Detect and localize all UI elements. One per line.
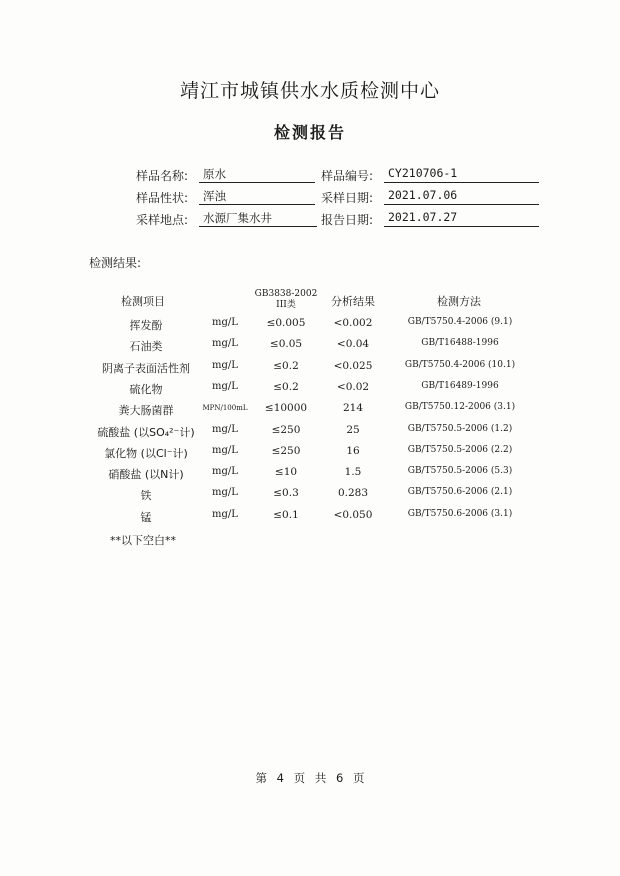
cell-item: 粪大肠菌群 bbox=[118, 404, 174, 417]
cell-limit: ≤0.05 bbox=[269, 338, 303, 350]
organization-title: 靖江市城镇供水水质检测中心 bbox=[179, 80, 440, 102]
sampling-location-label: 采样地点: bbox=[136, 213, 189, 227]
cell-unit: mg/L bbox=[212, 466, 238, 477]
cell-result: <0.02 bbox=[336, 381, 370, 393]
cell-limit: ≤0.1 bbox=[273, 509, 299, 521]
sampling-date-value: 2021.07.06 bbox=[384, 188, 539, 205]
column-item: 检测项目 bbox=[121, 295, 165, 308]
cell-result: 25 bbox=[346, 424, 360, 436]
cell-unit: mg/L bbox=[212, 424, 238, 435]
sample-number-label: 样品编号: bbox=[321, 169, 374, 183]
column-standard-line2: III类 bbox=[276, 300, 296, 310]
cell-method: GB/T5750.5-2006 (5.3) bbox=[407, 466, 513, 476]
sampling-location-value: 水源厂集水井 bbox=[199, 210, 317, 227]
sample-number-value: CY210706-1 bbox=[384, 166, 539, 183]
blank-note: **以下空白** bbox=[110, 534, 176, 547]
cell-item: 挥发酚 bbox=[129, 319, 163, 332]
cell-limit: ≤10 bbox=[274, 466, 298, 478]
sampling-date-label: 采样日期: bbox=[321, 191, 374, 205]
cell-limit: ≤10000 bbox=[264, 402, 308, 414]
cell-method: GB/T16488-1996 bbox=[421, 338, 499, 348]
cell-item: 硫化物 bbox=[129, 383, 163, 396]
cell-unit: mg/L bbox=[212, 487, 238, 498]
report-date-value: 2021.07.27 bbox=[384, 210, 539, 227]
cell-limit: ≤0.3 bbox=[273, 487, 299, 499]
cell-result: 214 bbox=[342, 402, 364, 414]
report-date-label: 报告日期: bbox=[321, 213, 374, 227]
cell-method: GB/T5750.4-2006 (9.1) bbox=[407, 317, 513, 327]
column-standard-line1: GB3838-2002 bbox=[254, 289, 318, 299]
cell-limit: ≤0.2 bbox=[273, 381, 299, 393]
cell-unit: mg/L bbox=[212, 317, 238, 328]
cell-method: GB/T5750.6-2006 (3.1) bbox=[407, 509, 513, 519]
cell-item: 铁 bbox=[140, 489, 152, 502]
cell-limit: ≤250 bbox=[271, 424, 301, 436]
column-result: 分析结果 bbox=[331, 295, 375, 308]
cell-method: GB/T5750.12-2006 (3.1) bbox=[404, 402, 516, 412]
cell-unit: MPN/100mL bbox=[202, 404, 248, 412]
cell-result: <0.050 bbox=[333, 509, 373, 521]
cell-item: 硝酸盐 (以N计) bbox=[108, 468, 184, 481]
cell-result: 0.283 bbox=[337, 487, 369, 499]
cell-result: <0.002 bbox=[333, 317, 373, 329]
sample-state-label: 样品性状: bbox=[136, 191, 189, 205]
cell-item: 氯化物 (以Cl⁻计) bbox=[104, 447, 188, 460]
cell-method: GB/T5750.5-2006 (1.2) bbox=[407, 424, 513, 434]
sample-name-value: 原水 bbox=[199, 166, 315, 183]
cell-result: <0.025 bbox=[333, 360, 373, 372]
cell-method: GB/T16489-1996 bbox=[421, 381, 499, 391]
cell-item: 硫酸盐 (以SO₄²⁻计) bbox=[97, 426, 195, 439]
cell-result: 1.5 bbox=[344, 466, 362, 478]
sample-state-value: 浑浊 bbox=[199, 188, 315, 205]
cell-limit: ≤0.005 bbox=[266, 317, 306, 329]
sample-name-label: 样品名称: bbox=[136, 169, 189, 183]
column-method: 检测方法 bbox=[437, 295, 481, 308]
cell-item: 阴离子表面活性剂 bbox=[102, 362, 190, 375]
cell-item: 石油类 bbox=[129, 340, 163, 353]
cell-result: <0.04 bbox=[336, 338, 370, 350]
cell-result: 16 bbox=[346, 445, 360, 457]
cell-unit: mg/L bbox=[212, 360, 238, 371]
cell-method: GB/T5750.4-2006 (10.1) bbox=[404, 360, 516, 370]
results-heading: 检测结果: bbox=[89, 256, 142, 270]
cell-unit: mg/L bbox=[212, 509, 238, 520]
cell-unit: mg/L bbox=[212, 445, 238, 456]
cell-limit: ≤250 bbox=[271, 445, 301, 457]
cell-method: GB/T5750.5-2006 (2.2) bbox=[407, 445, 513, 455]
cell-item: 锰 bbox=[140, 511, 152, 524]
cell-method: GB/T5750.6-2006 (2.1) bbox=[407, 487, 513, 497]
cell-unit: mg/L bbox=[212, 381, 238, 392]
cell-unit: mg/L bbox=[212, 338, 238, 349]
column-standard bbox=[250, 289, 322, 311]
cell-limit: ≤0.2 bbox=[273, 360, 299, 372]
page-number: 第 4 页 共 6 页 bbox=[255, 771, 365, 785]
report-title: 检测报告 bbox=[273, 123, 346, 142]
